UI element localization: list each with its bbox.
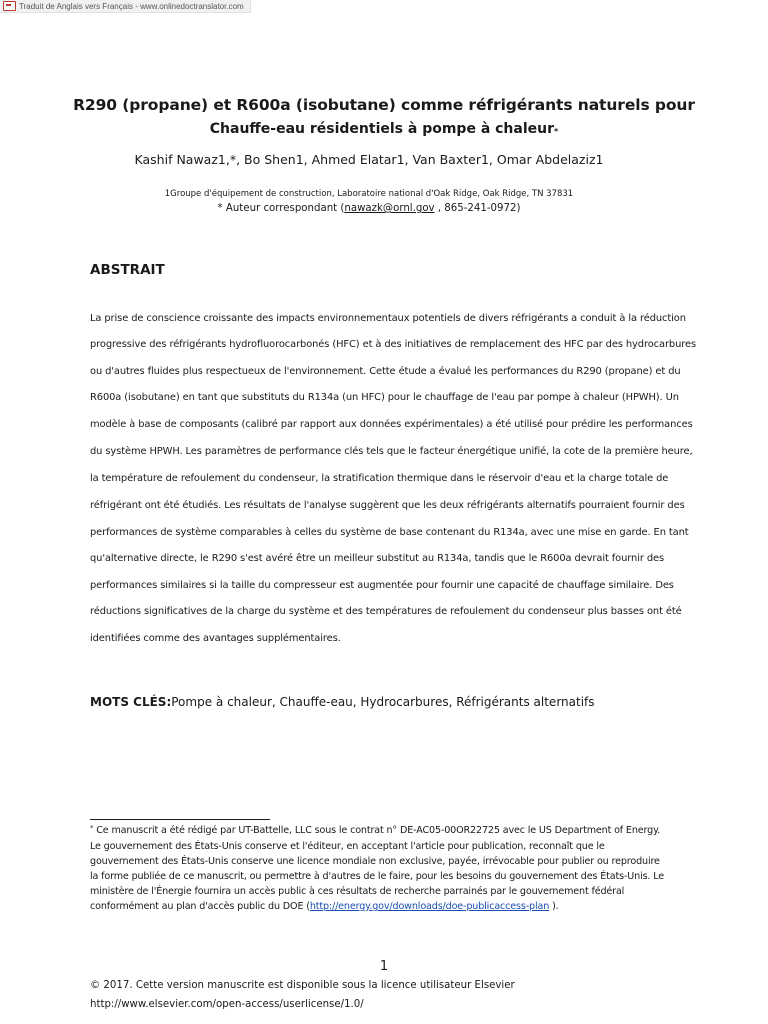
abstract-heading: ABSTRAIT [90, 262, 165, 278]
corresp-suffix: , 865-241-0972) [434, 203, 521, 214]
footnote-divider [90, 819, 270, 820]
footnote-line [90, 825, 660, 836]
footnote-line [90, 901, 559, 912]
corresponding-author [0, 203, 738, 214]
footnote-line: ministère de l'Énergie fournira un accès public à ces résultats de recherche parrainés par le gouvernement fédéral [90, 886, 625, 897]
corresp-prefix: * Auteur correspondant ( [217, 203, 345, 214]
abstract-line: qu'alternative directe, le R290 s'est avéré être un meilleur substitut au R134a, tandis que le R600a devrait fournir des [90, 553, 665, 564]
footnote-line: Le gouvernement des États-Unis conserve et l'éditeur, en acceptant l'article pour publication, reconnaît que le [90, 841, 605, 852]
abstract-line: identifiées comme des avantages supplémentaires. [90, 633, 341, 644]
abstract-line: La prise de conscience croissante des impacts environnementaux potentiels de divers réfrigérants a conduit à la réduction [90, 313, 686, 324]
abstract-line: ou d'autres fluides plus respectueux de l'environnement. Cette étude a évalué les performances du R290 (propane) et du [90, 366, 681, 377]
abstract-line: performances similaires si la taille du compresseur est augmentée pour fournir une capacité de chauffage similaire. Des [90, 580, 674, 591]
license-notice: © 2017. Cette version manuscrite est disponible sous la licence utilisateur Elsevier [90, 980, 515, 991]
translation-banner[interactable] [0, 0, 251, 13]
abstract-line: réfrigérant ont été étudiés. Les résultats de l'analyse suggèrent que les deux réfrigérants alternatifs pourraient fournir des [90, 500, 685, 511]
title-footnote-mark: * [554, 127, 559, 136]
footnote-line: la forme publiée de ce manuscrit, ou permettre à d'autres de le faire, pour les besoins du gouvernement des États-Unis. Le [90, 871, 665, 882]
keywords-text: Pompe à chaleur, Chauffe-eau, Hydrocarbures, Réfrigérants alternatifs [171, 695, 595, 709]
abstract-line: du système HPWH. Les paramètres de performance clés tels que le facteur énergétique unifié, la cote de la première heure, [90, 446, 693, 457]
doe-plan-link[interactable]: http://energy.gov/downloads/doe-publicaccess-plan [309, 901, 550, 912]
keywords-label: MOTS CLÉS: [90, 695, 172, 709]
paper-title-line2 [0, 121, 768, 137]
footnote-mark: * [90, 824, 94, 832]
translator-logo-icon [3, 1, 16, 11]
license-url[interactable]: http://www.elsevier.com/open-access/userlicense/1.0/ [90, 999, 364, 1010]
banner-text: Traduit de Anglais vers Français - www.onlinedoctranslator.com [19, 1, 244, 11]
abstract-line: R600a (isobutane) en tant que substituts du R134a (un HFC) pour le chauffage de l'eau par pompe à chaleur (HPWH). Un [90, 392, 679, 403]
footnote-line-text: Ce manuscrit a été rédigé par UT-Battelle, LLC sous le contrat n° DE-AC05-00OR22725 avec le US Department of Energy. [93, 825, 661, 836]
author-list: Kashif Nawaz1,*, Bo Shen1, Ahmed Elatar1, Van Baxter1, Omar Abdelaziz1 [134, 152, 604, 167]
footnote-line: gouvernement des États-Unis conserve une licence mondiale non exclusive, payée, irrévocable pour publier ou reproduire [90, 856, 660, 867]
footnote-line6-suffix: ). [549, 901, 559, 912]
paper-title-line2-text: Chauffe-eau résidentiels à pompe à chaleur [209, 121, 555, 137]
abstract-line: la température de refoulement du condenseur, la stratification thermique dans le réservoir d'eau et la charge totale de [90, 473, 669, 484]
abstract-line: performances de système comparables à celles du système de base contenant du R134a, avec une mise en garde. En tant [90, 527, 689, 538]
abstract-line: modèle à base de composants (calibré par rapport aux données expérimentales) a été utilisé pour prédire les performances [90, 419, 693, 430]
abstract-line: réductions significatives de la charge du système et des températures de refoulement du condenseur plus basses ont été [90, 606, 682, 617]
footnote-line6-prefix: conformément au plan d'accès public du DOE ( [90, 901, 310, 912]
keywords [90, 695, 595, 709]
corresp-email-link[interactable]: nawazk@ornl.gov [344, 203, 435, 214]
paper-title-line1: R290 (propane) et R600a (isobutane) comme réfrigérants naturels pour [73, 96, 695, 114]
affiliation: 1Groupe d'équipement de construction, Laboratoire national d'Oak Ridge, Oak Ridge, TN 37831 [164, 189, 574, 199]
abstract-line: progressive des réfrigérants hydrofluorocarbonés (HFC) et à des initiatives de remplacement des HFC par des hydrocarbures [90, 339, 696, 350]
page-number: 1 [379, 959, 389, 974]
